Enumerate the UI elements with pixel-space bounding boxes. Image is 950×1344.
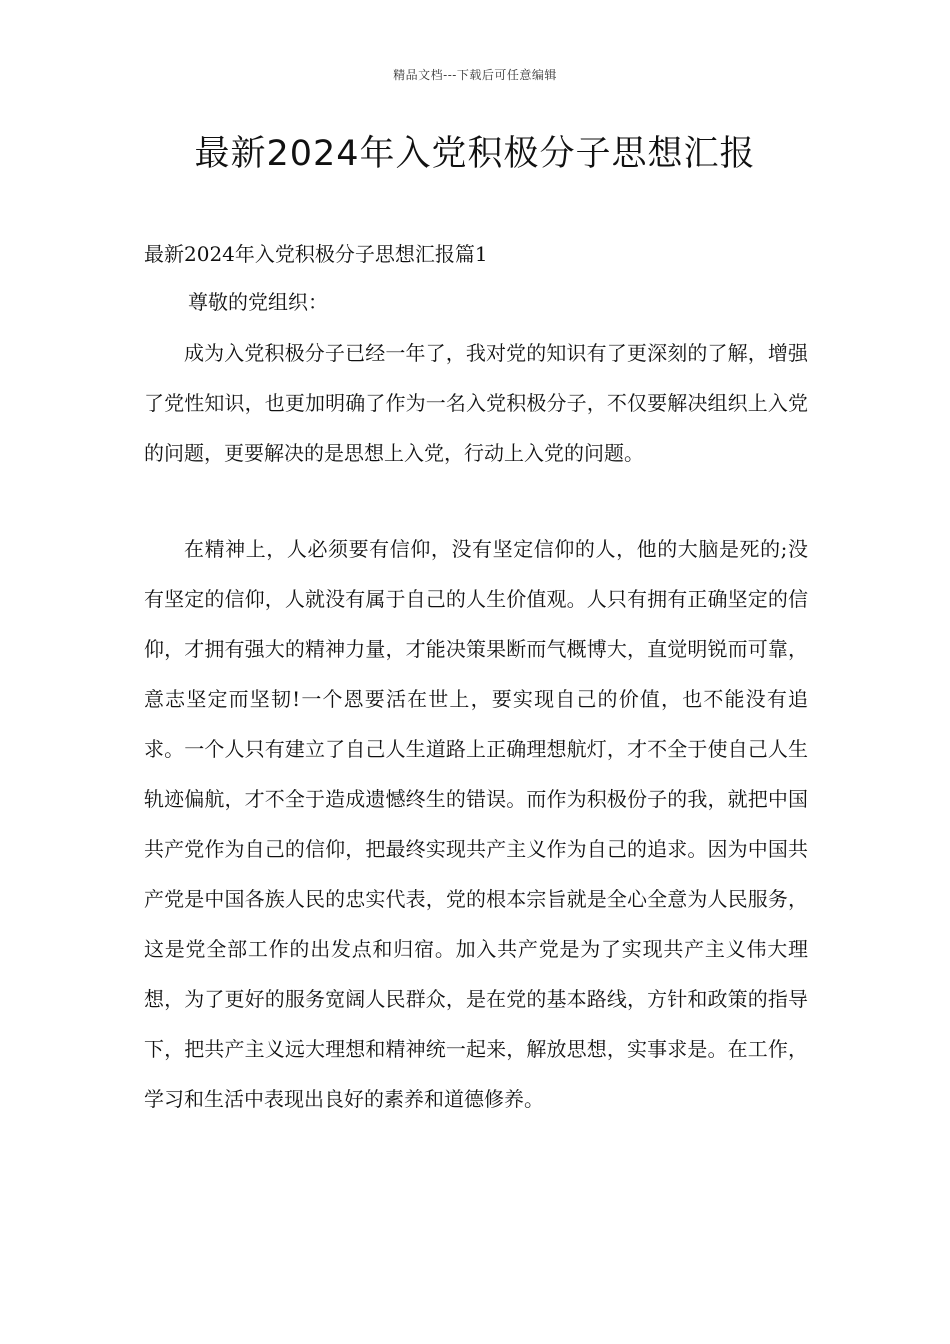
salutation: 尊敬的党组织： <box>188 290 328 314</box>
page-header-note: 精品文档---下载后可任意编辑 <box>393 68 557 82</box>
body-paragraph-2: 在精神上，人必须要有信仰，没有坚定信仰的人，他的大脑是死的;没有坚定的信仰，人就没有属于自己的人生价值观。人只有拥有正确坚定的信仰，才拥有强大的精神力量，才能决策果断而气概博大，直觉明锐而可靠，意志坚定而坚韧!一个恩要活在世上，要实现自己的价值，也不能没有追求。一个人只有建立了自己人生道路上正确理想航灯，才不全于使自己人生轨迹偏航，才不全于造成遗憾终生的错误。而作为积极份子的我，就把中国共产党作为自己的信仰，把最终实现共产主义作为自己的追求。因为中国共产党是中国各族人民的忠实代表，党的根本宗旨就是全心全意为人民服务，这是党全部工作的出发点和归宿。加入共产党是为了实现共产主义伟大理想，为了更好的服务宽阔人民群众，是在党的基本路线，方针和政策的指导下，把共产主义远大理想和精神统一起来，解放思想，实事求是。在工作，学习和生活中表现出良好的素养和道德修养。 <box>144 537 808 1111</box>
body-paragraph-1: 成为入党积极分子已经一年了，我对党的知识有了更深刻的了解，增强了党性知识，也更加明确了作为一名入党积极分子，不仅要解决组织上入党的问题，更要解决的是思想上入党，行动上入党的问题。 <box>144 341 808 465</box>
section-heading: 最新2024年入党积极分子思想汇报篇1 <box>144 242 488 266</box>
document-title: 最新2024年入党积极分子思想汇报 <box>194 134 756 174</box>
